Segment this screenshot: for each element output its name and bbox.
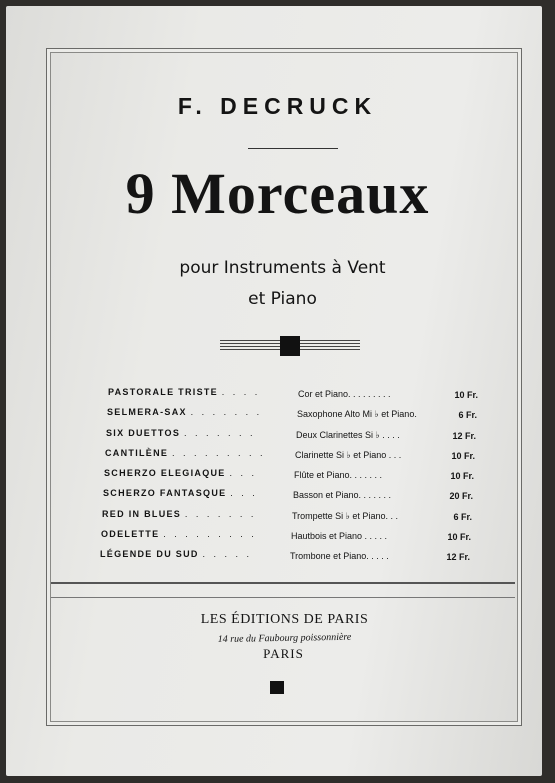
publisher-address: 14 rue du Faubourg poissonnière: [217, 631, 352, 646]
piece-price: 12 Fr.: [452, 430, 476, 441]
piece-price: 20 Fr.: [449, 491, 473, 502]
list-item: [101, 529, 481, 549]
piece-price: 10 Fr.: [450, 471, 474, 482]
list-item: [108, 387, 488, 407]
piece-price: 6 Fr.: [458, 410, 477, 421]
title-divider: [248, 148, 338, 149]
piece-instrumentation: Basson et Piano. . . . . . .: [293, 490, 392, 501]
piece-instrumentation: Deux Clarinettes Si ♭ . . . .: [296, 429, 400, 440]
piece-price: 10 Fr.: [447, 532, 471, 543]
section-divider: [51, 582, 515, 584]
piece-title: SCHERZO FANTASQUE . . .: [103, 488, 258, 499]
list-item: [103, 488, 483, 508]
piece-title: SCHERZO ELEGIAQUE . . .: [104, 468, 257, 479]
ornament-divider: [220, 334, 360, 358]
piece-instrumentation: Flûte et Piano. . . . . . .: [294, 470, 383, 481]
piece-title: LÉGENDE DU SUD . . . . .: [100, 549, 253, 560]
publisher-city: PARIS: [263, 646, 304, 661]
piece-title: SIX DUETTOS . . . . . . .: [106, 427, 256, 438]
piece-instrumentation: Clarinette Si ♭ et Piano . . .: [295, 449, 402, 460]
piece-title: SELMERA-SAX . . . . . . .: [107, 407, 263, 418]
piece-title: CANTILÈNE . . . . . . . . .: [105, 447, 266, 458]
list-item: [100, 549, 480, 569]
list-item: [105, 448, 485, 468]
ornament-square: [280, 336, 300, 356]
subtitle-line-1: pour Instruments à Vent: [179, 258, 386, 278]
piece-price: 12 Fr.: [446, 552, 470, 563]
piece-instrumentation: Saxophone Alto Mi ♭ et Piano.: [297, 409, 417, 420]
list-item: [104, 468, 484, 488]
piece-instrumentation: Trombone et Piano. . . . .: [290, 551, 389, 562]
piece-instrumentation: Hautbois et Piano . . . . .: [291, 531, 388, 542]
publisher-mark-square: [270, 681, 284, 694]
composer-name: F. DECRUCK: [177, 93, 378, 119]
piece-price: 10 Fr.: [451, 450, 475, 461]
piece-title: PASTORALE TRISTE . . . .: [108, 387, 261, 397]
piece-price: 10 Fr.: [454, 390, 478, 400]
piece-title: RED IN BLUES . . . . . . .: [102, 508, 257, 519]
piece-price: 6 Fr.: [453, 511, 472, 522]
list-item: [102, 509, 482, 529]
piece-title: ODELETTE . . . . . . . . .: [101, 529, 257, 540]
list-item: [107, 407, 487, 427]
publisher-name: LES ÉDITIONS DE PARIS: [200, 612, 369, 627]
pieces-list: [100, 387, 480, 570]
work-title: 9 Morceaux: [125, 161, 430, 226]
section-divider-thin: [51, 597, 515, 598]
subtitle-line-2: et Piano: [248, 289, 317, 309]
piece-instrumentation: Trompette Si ♭ et Piano. . .: [292, 510, 398, 521]
list-item: [106, 428, 486, 448]
piece-instrumentation: Cor et Piano. . . . . . . . .: [298, 389, 391, 399]
